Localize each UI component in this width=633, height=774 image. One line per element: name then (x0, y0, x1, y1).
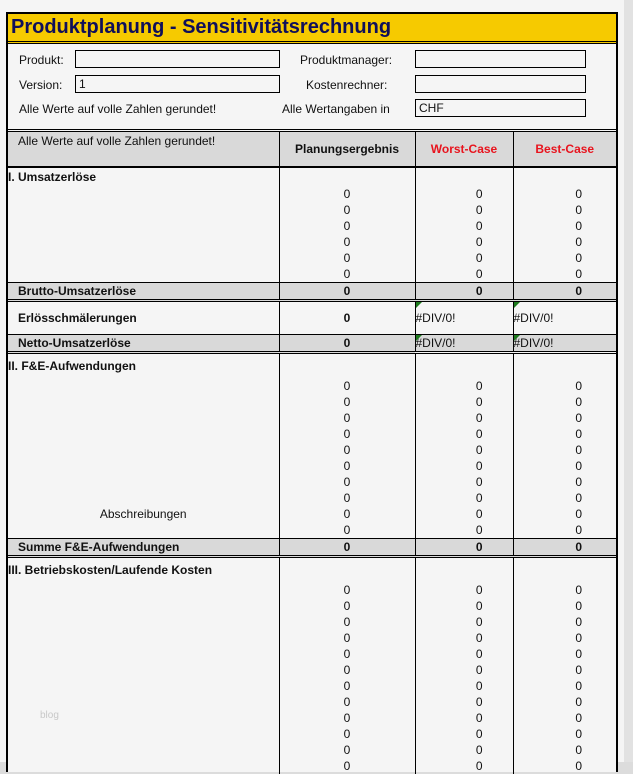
sum-label: Brutto-Umsatzerlöse (8, 283, 279, 301)
section-title-fe: II. F&E-Aufwendungen (8, 359, 136, 373)
header-note: Alle Werte auf volle Zahlen gerundet! (8, 131, 279, 168)
table-row[interactable]: 0 0 0 (8, 662, 616, 678)
table-row[interactable]: 0 0 0 (8, 646, 616, 662)
produktmanager-field[interactable] (415, 50, 586, 68)
sum-row-fe[interactable]: Summe F&E-Aufwendungen 0 0 0 (8, 539, 616, 557)
table-row[interactable]: 0 0 0 (8, 410, 616, 426)
table-row[interactable]: 0 0 0 (8, 474, 616, 490)
produkt-field[interactable] (75, 50, 280, 68)
sum-row-brutto[interactable]: Brutto-Umsatzerlöse 0 0 0 (8, 283, 616, 301)
table-row[interactable]: 0 0 0 (8, 678, 616, 694)
rounding-note: Alle Werte auf volle Zahlen gerundet! (19, 102, 217, 116)
header-worst-case: Worst-Case (415, 131, 513, 168)
table-row[interactable]: 0 0 0 (8, 490, 616, 506)
table-row[interactable]: 0 0 0 (8, 598, 616, 614)
table-row[interactable]: 0 0 0 (8, 630, 616, 646)
table-row[interactable]: 0 0 0 (8, 218, 616, 234)
table-row[interactable]: 0 0 0 (8, 742, 616, 758)
table-row[interactable]: 0 0 0 (8, 694, 616, 710)
section-title-umsatz: I. Umsatzerlöse (8, 170, 97, 184)
error-indicator-icon (416, 335, 422, 341)
table-row[interactable]: 0 0 0 (8, 266, 616, 283)
kostenrechner-field[interactable] (415, 75, 586, 93)
sheet-title: Produktplanung - Sensitivitätsrechnung (8, 14, 616, 44)
section-title-row (8, 558, 616, 582)
version-label: Version: (19, 78, 63, 92)
error-cell[interactable]: #DIV/0! (513, 302, 616, 335)
table-row[interactable]: 0 0 0 (8, 426, 616, 442)
header-planungsergebnis: Planungsergebnis (279, 131, 415, 168)
sensitivity-table (8, 129, 616, 774)
waehrung-label: Alle Wertangaben in (282, 102, 390, 116)
watermark-text: blog (40, 710, 59, 721)
kostenrechner-label: Kostenrechner: (306, 78, 388, 92)
error-indicator-icon (416, 302, 422, 308)
table-row[interactable]: 0 0 0 (8, 202, 616, 218)
scrollbar-track[interactable] (624, 0, 633, 762)
planning-sheet (6, 12, 618, 772)
table-row[interactable]: 0 0 0 (8, 458, 616, 474)
table-row[interactable]: 0 0 0 (8, 710, 616, 726)
waehrung-field[interactable]: CHF (415, 99, 586, 117)
info-section (8, 44, 616, 129)
table-row[interactable]: 0 0 0 (8, 394, 616, 410)
sum-row-netto[interactable]: Netto-Umsatzerlöse 0 #DIV/0! #DIV/0! (8, 335, 616, 353)
section-title-row (8, 167, 616, 186)
error-cell[interactable]: #DIV/0! (513, 335, 616, 353)
error-indicator-icon (514, 335, 520, 341)
version-field[interactable]: 1 (75, 75, 280, 93)
table-row[interactable]: 0 0 0 (8, 186, 616, 202)
abschreibungen-label[interactable]: Abschreibungen (99, 507, 187, 521)
table-row[interactable]: 0 0 0 (8, 250, 616, 266)
table-header (8, 131, 616, 168)
table-row[interactable]: 0 0 0 (8, 378, 616, 394)
table-row[interactable]: 0 0 0 (8, 582, 616, 598)
table-row[interactable]: 0 0 0 (8, 758, 616, 774)
produkt-label: Produkt: (19, 53, 64, 67)
error-indicator-icon (514, 302, 520, 308)
table-row[interactable]: Abschreibungen 0 0 0 (8, 506, 616, 522)
error-cell[interactable]: #DIV/0! (415, 302, 513, 335)
table-row[interactable]: 0 0 0 (8, 614, 616, 630)
table-row[interactable]: 0 0 0 (8, 234, 616, 250)
section-title-row (8, 354, 616, 378)
header-best-case: Best-Case (513, 131, 616, 168)
table-row[interactable]: 0 0 0 (8, 726, 616, 742)
error-cell[interactable]: #DIV/0! (415, 335, 513, 353)
section-title-betrieb: III. Betriebskosten/Laufende Kosten (8, 563, 213, 577)
table-row[interactable]: 0 0 0 (8, 442, 616, 458)
row-erloesschmaelerungen[interactable]: Erlösschmälerungen 0 #DIV/0! #DIV/0! (8, 302, 616, 335)
table-row[interactable]: 0 0 0 (8, 522, 616, 539)
produktmanager-label: Produktmanager: (300, 53, 393, 67)
